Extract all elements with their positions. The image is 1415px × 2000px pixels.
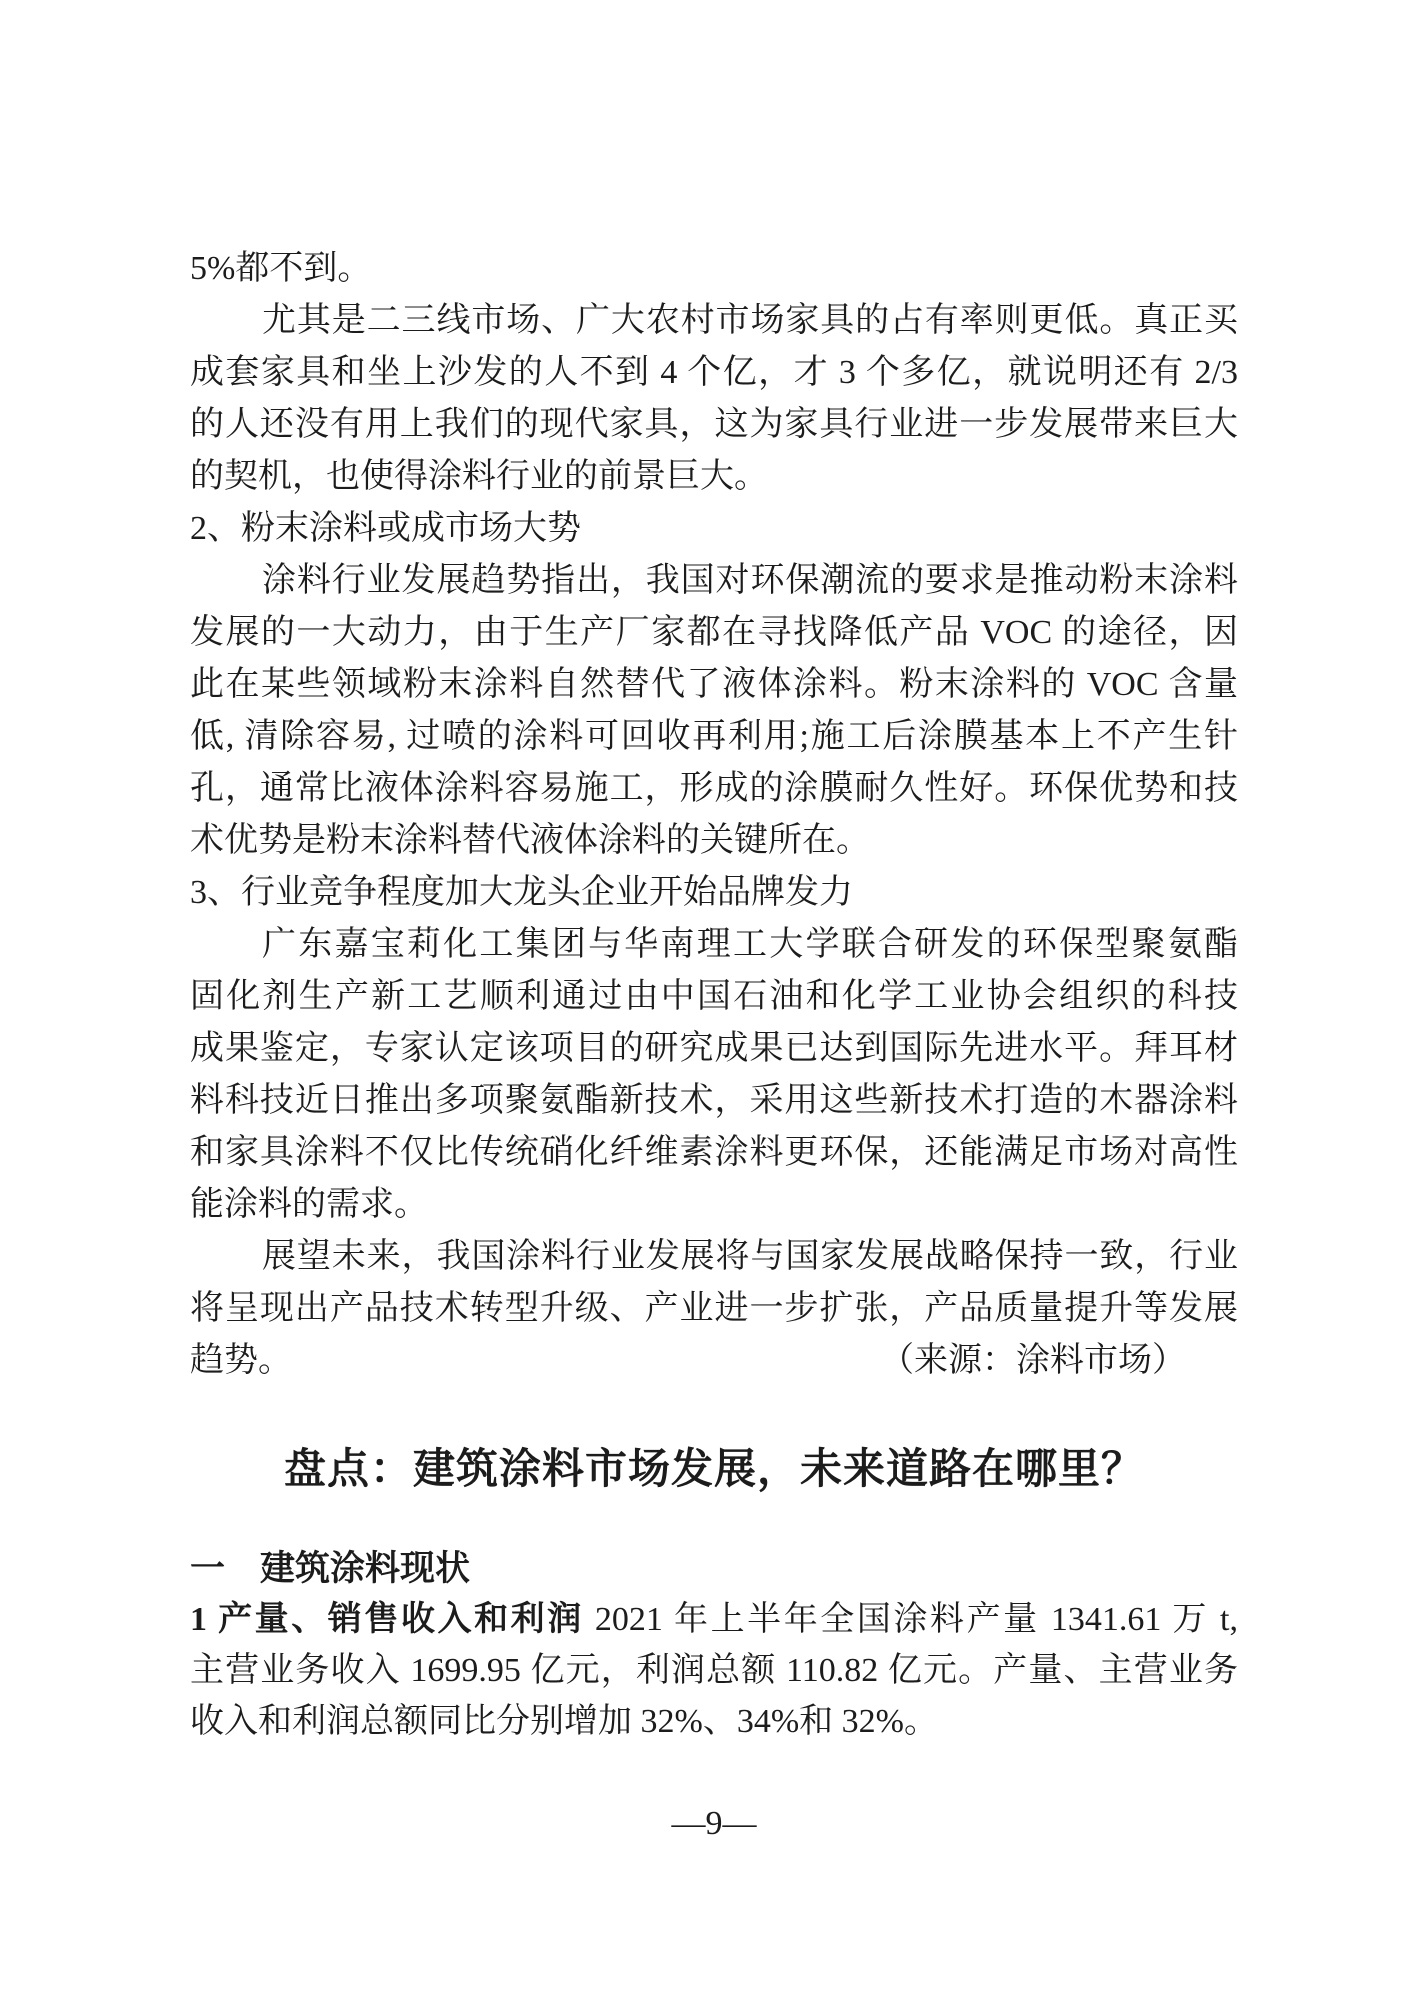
paragraph-line: 固化剂生产新工艺顺利通过由中国石油和化学工业协会组织的科技 bbox=[190, 978, 1238, 1015]
paragraph-line: 5%都不到。 bbox=[190, 250, 372, 287]
article-title: 盘点：建筑涂料市场发展，未来道路在哪里？ bbox=[283, 1447, 1144, 1493]
paragraph-line: 料科技近日推出多项聚氨酯新技术，采用这些新技术打造的木器涂料 bbox=[190, 1082, 1238, 1119]
stat-line: 收入和利润总额同比分别增加 32%、34%和 32%。 bbox=[190, 1703, 938, 1740]
paragraph-line: 成果鉴定，专家认定该项目的研究成果已达到国际先进水平。拜耳材 bbox=[190, 1030, 1238, 1067]
paragraph-line: 的人还没有用上我们的现代家具，这为家具行业进一步发展带来巨大 bbox=[190, 406, 1238, 443]
stat-line bbox=[190, 1594, 1238, 1645]
paragraph-line: 尤其是二三线市场、广大农村市场家具的占有率则更低。真正买 bbox=[262, 302, 1238, 339]
section-heading: 一 建筑涂料现状 bbox=[190, 1549, 471, 1588]
paragraph-line: 孔，通常比液体涂料容易施工，形成的涂膜耐久性好。环保优势和技 bbox=[190, 770, 1238, 807]
paragraph-last-line: 趋势。 bbox=[190, 1342, 292, 1379]
paragraph-line: 广东嘉宝莉化工集团与华南理工大学联合研发的环保型聚氨酯 bbox=[262, 926, 1238, 963]
stat-line: 主营业务收入 1699.95 亿元，利润总额 110.82 亿元。产量、主营业务 bbox=[190, 1652, 1238, 1689]
paragraph-line bbox=[190, 1335, 1238, 1387]
source-attribution: （来源：涂料市场） bbox=[880, 1342, 1186, 1379]
paragraph-line: 将呈现出产品技术转型升级、产业进一步扩张，产品质量提升等发展 bbox=[190, 1290, 1238, 1327]
stat-lead-label: 1 产量、销售收入和利润 bbox=[190, 1601, 595, 1638]
paragraph-line: 低, 清除容易, 过喷的涂料可回收再利用;施工后涂膜基本上不产生针 bbox=[190, 718, 1238, 755]
paragraph-line: 发展的一大动力，由于生产厂家都在寻找降低产品 VOC 的途径，因 bbox=[190, 614, 1238, 651]
list-item-2: 2、粉末涂料或成市场大势 bbox=[190, 510, 581, 547]
paragraph-line: 和家具涂料不仅比传统硝化纤维素涂料更环保，还能满足市场对高性 bbox=[190, 1134, 1238, 1171]
paragraph-line: 的契机，也使得涂料行业的前景巨大。 bbox=[190, 458, 768, 495]
page-number: —9— bbox=[671, 1805, 757, 1842]
stat-value-text: 2021 年上半年全国涂料产量 1341.61 万 t, bbox=[594, 1601, 1239, 1638]
paragraph-line: 展望未来，我国涂料行业发展将与国家发展战略保持一致，行业 bbox=[262, 1238, 1238, 1275]
paragraph-line: 成套家具和坐上沙发的人不到 4 个亿，才 3 个多亿，就说明还有 2/3 bbox=[190, 354, 1238, 391]
text-column bbox=[190, 243, 1238, 1747]
paragraph-line: 术优势是粉末涂料替代液体涂料的关键所在。 bbox=[190, 822, 870, 859]
paragraph-line: 能涂料的需求。 bbox=[190, 1186, 428, 1223]
list-item-3: 3、行业竞争程度加大龙头企业开始品牌发力 bbox=[190, 874, 853, 911]
paragraph-line: 此在某些领域粉末涂料自然替代了液体涂料。粉末涂料的 VOC 含量 bbox=[190, 666, 1238, 703]
paragraph-line: 涂料行业发展趋势指出，我国对环保潮流的要求是推动粉末涂料 bbox=[262, 562, 1238, 599]
